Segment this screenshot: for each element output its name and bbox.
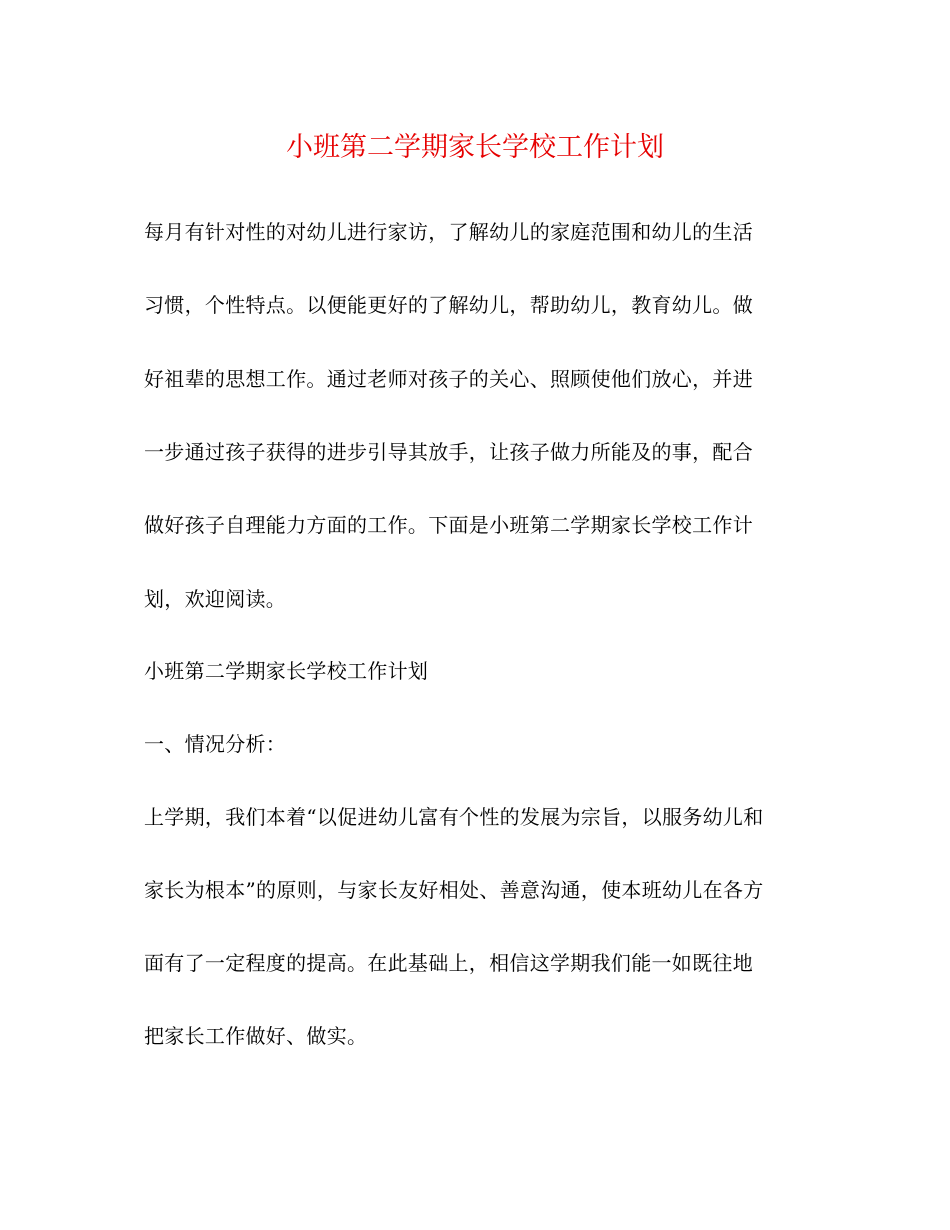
paragraph-line: 做好孩子自理能力方面的工作。下面是小班第二学期家长学校工作计 (144, 513, 753, 537)
paragraph-line: 好祖辈的思想工作。通过老师对孩子的关心、照顾使他们放心，并进 (144, 367, 753, 391)
document-title: 小班第二学期家长学校工作计划 (286, 132, 664, 163)
paragraph-line: 习惯，个性特点。以便能更好的了解幼儿，帮助幼儿，教育幼儿。做 (144, 293, 753, 317)
paragraph-line: 划，欢迎阅读。 (144, 587, 287, 611)
paragraph-line: 家长为根本”的原则，与家长友好相处、善意沟通，使本班幼儿在各方 (144, 878, 764, 902)
paragraph-line: 一步通过孩子获得的进步引导其放手，让孩子做力所能及的事，配合 (144, 440, 753, 464)
paragraph-line: 每月有针对性的对幼儿进行家访，了解幼儿的家庭范围和幼儿的生活 (144, 220, 753, 244)
section-title: 小班第二学期家长学校工作计划 (144, 659, 429, 683)
paragraph-line: 面有了一定程度的提高。在此基础上，相信这学期我们能一如既往地 (144, 951, 753, 975)
section-heading: 一、情况分析： (144, 732, 287, 756)
paragraph-line: 上学期，我们本着“以促进幼儿富有个性的发展为宗旨，以服务幼儿和 (144, 805, 764, 829)
paragraph-line: 把家长工作做好、做实。 (144, 1024, 368, 1048)
